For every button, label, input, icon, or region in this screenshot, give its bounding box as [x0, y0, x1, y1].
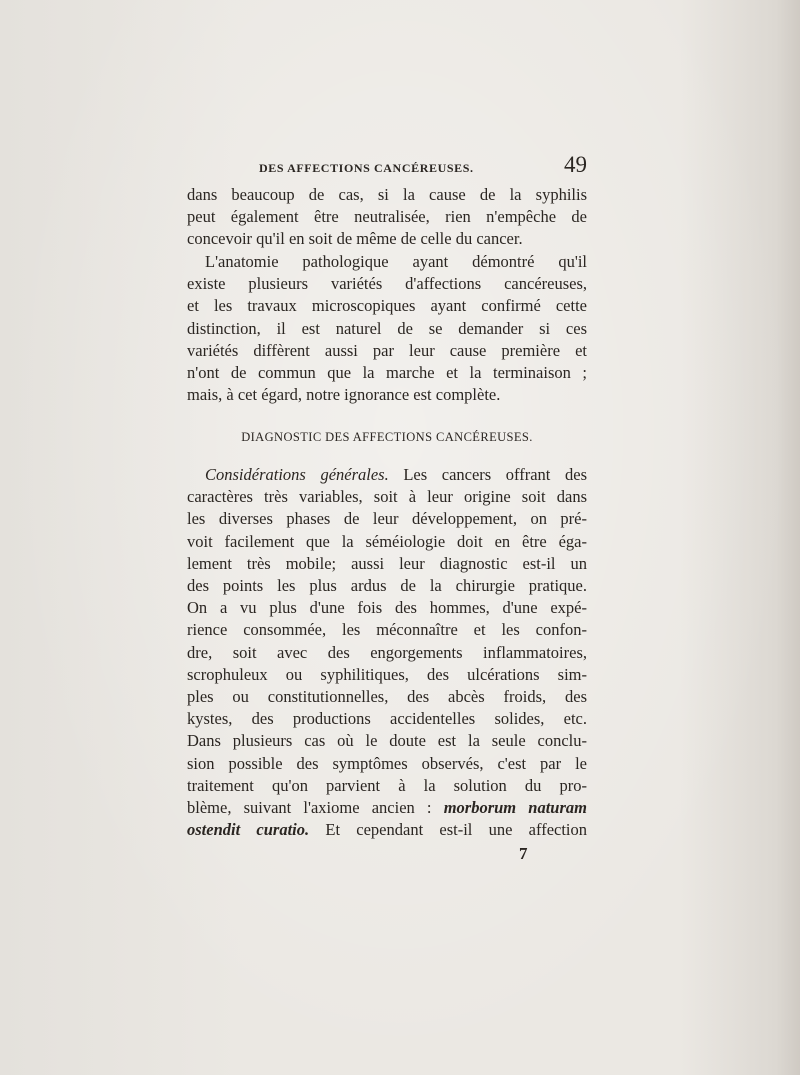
text-line: L'anatomie pathologique ayant démontré qu'il: [205, 252, 587, 271]
running-head-title: DES AFFECTIONS CANCÉREUSES.: [259, 161, 474, 175]
text-line: peut également être neutralisée, rien n'empêche de: [187, 207, 587, 227]
text-line: sion possible des symptômes observés, c'est par le: [187, 753, 587, 773]
text-line: traitement qu'on parvient à la solution du pro-: [187, 775, 587, 795]
paragraph-diagnostic: [187, 464, 587, 841]
text-line: [187, 819, 587, 841]
text-line: mais, à cet égard, notre ignorance est complète.: [187, 385, 501, 405]
page-number: 49: [564, 152, 587, 177]
text-fragment: blème, suivant l'axiome ancien :: [187, 798, 444, 818]
latin-axiom: ostendit curatio.: [187, 820, 310, 840]
text-line: les diverses phases de leur développement, on pré-: [187, 509, 587, 529]
section-lead-italic: Considérations générales.: [205, 465, 389, 484]
text-line: lement très mobile; aussi leur diagnostic est-il un: [187, 553, 587, 573]
paragraph-syphilis: [187, 184, 587, 251]
running-head: [187, 152, 587, 184]
text-line: et les travaux microscopiques ayant confirmé cette: [187, 296, 587, 316]
text-line: concevoir qu'il en soit de même de celle du cancer.: [187, 229, 523, 249]
text-line: distinction, il est naturel de se demander si ces: [187, 318, 587, 338]
text-line: [187, 464, 587, 486]
text-line: scrophuleux ou syphilitiques, des ulcérations sim-: [187, 664, 587, 684]
text-line: des points les plus ardus de la chirurgie pratique.: [187, 576, 587, 596]
text-line: kystes, des productions accidentelles solides, etc.: [187, 709, 587, 729]
signature-mark: 7: [519, 844, 528, 863]
text-line: On a vu plus d'une fois des hommes, d'une expé-: [187, 598, 587, 618]
text-line: voit facilement que la séméiologie doit en être éga-: [187, 531, 587, 551]
text-line: caractères très variables, soit à leur origine soit dans: [187, 487, 587, 507]
text-line: rience consommée, les méconnaître et les confon-: [187, 620, 587, 640]
text-fragment: Les cancers offrant des: [388, 465, 587, 484]
text-line: n'ont de commun que la marche et la terminaison ;: [187, 363, 587, 383]
latin-axiom: morborum naturam: [443, 798, 587, 818]
text-line: existe plusieurs variétés d'affections cancéreuses,: [187, 274, 587, 294]
text-line: variétés diffèrent aussi par leur cause première et: [187, 340, 587, 360]
text-line: ples ou constitutionnelles, des abcès froids, des: [187, 687, 587, 707]
text-line: dre, soit avec des engorgements inflammatoires,: [187, 642, 587, 662]
section-heading: DIAGNOSTIC DES AFFECTIONS CANCÉREUSES.: [241, 430, 533, 444]
text-fragment: Et cependant est-il une affection: [309, 820, 588, 840]
text-line: [187, 797, 587, 819]
text-line: Dans plusieurs cas où le doute est la seule conclu-: [187, 731, 587, 751]
text-line: dans beaucoup de cas, si la cause de la syphilis: [187, 185, 587, 204]
paragraph-anatomy: [187, 251, 587, 406]
